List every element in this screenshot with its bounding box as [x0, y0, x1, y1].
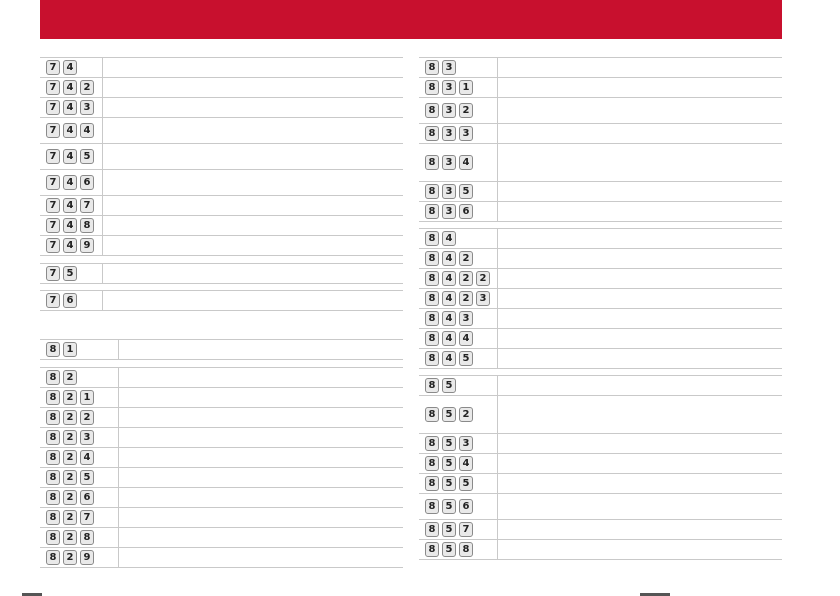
key-icon: 2	[63, 390, 77, 405]
key-icon: 3	[442, 204, 456, 219]
menu-key-sequence	[40, 408, 118, 427]
key-icon: 2	[476, 271, 490, 286]
menu-row-8-2-4[interactable]	[40, 448, 403, 468]
menu-row-description	[102, 236, 403, 255]
menu-row-8-4-2-3[interactable]	[419, 289, 782, 309]
key-icon: 2	[63, 470, 77, 485]
menu-row-8-5-4[interactable]	[419, 454, 782, 474]
key-icon: 2	[63, 490, 77, 505]
key-icon: 3	[442, 184, 456, 199]
right-group	[419, 375, 782, 560]
menu-key-sequence	[419, 229, 497, 248]
menu-row-description	[118, 388, 403, 407]
key-icon: 7	[46, 60, 60, 75]
menu-key-sequence	[419, 309, 497, 328]
key-icon: 4	[63, 198, 77, 213]
menu-key-sequence	[40, 170, 102, 195]
menu-key-sequence	[40, 196, 102, 215]
menu-row-8-2-7[interactable]	[40, 508, 403, 528]
menu-key-sequence	[419, 182, 497, 201]
menu-row-description	[497, 144, 782, 181]
key-icon: 4	[442, 331, 456, 346]
key-icon: 4	[459, 155, 473, 170]
key-icon: 2	[63, 410, 77, 425]
right-group	[419, 228, 782, 369]
key-icon: 5	[459, 476, 473, 491]
key-icon: 6	[459, 499, 473, 514]
key-icon: 8	[46, 430, 60, 445]
key-icon: 8	[46, 470, 60, 485]
menu-row-description	[118, 408, 403, 427]
menu-key-sequence	[40, 144, 102, 169]
key-icon: 4	[442, 351, 456, 366]
key-icon: 2	[63, 450, 77, 465]
menu-key-sequence	[419, 289, 497, 308]
key-icon: 8	[425, 231, 439, 246]
key-icon: 8	[425, 155, 439, 170]
key-icon: 2	[459, 251, 473, 266]
menu-row-description	[497, 229, 782, 248]
left-group	[40, 263, 403, 284]
key-icon: 4	[459, 456, 473, 471]
key-icon: 5	[442, 436, 456, 451]
key-icon: 4	[442, 271, 456, 286]
menu-row-description	[102, 196, 403, 215]
key-icon: 4	[63, 149, 77, 164]
menu-row-8-2[interactable]	[40, 368, 403, 388]
key-icon: 8	[425, 351, 439, 366]
menu-key-sequence	[40, 264, 102, 283]
menu-key-sequence	[40, 98, 102, 117]
menu-row-8-3-1[interactable]	[419, 78, 782, 98]
menu-key-sequence	[40, 236, 102, 255]
menu-row-description	[497, 98, 782, 123]
menu-row-8-2-6[interactable]	[40, 488, 403, 508]
key-icon: 7	[46, 80, 60, 95]
left-group	[40, 290, 403, 311]
key-icon: 8	[425, 126, 439, 141]
menu-row-8-2-3[interactable]	[40, 428, 403, 448]
key-icon: 6	[80, 175, 94, 190]
key-icon: 5	[442, 499, 456, 514]
key-icon: 4	[80, 123, 94, 138]
menu-row-7-4-6[interactable]	[40, 170, 403, 196]
key-icon: 4	[63, 60, 77, 75]
key-icon: 1	[63, 342, 77, 357]
right-menu-column	[419, 57, 782, 560]
key-icon: 4	[63, 80, 77, 95]
menu-row-description	[497, 309, 782, 328]
key-icon: 8	[46, 390, 60, 405]
key-icon: 3	[442, 155, 456, 170]
key-icon: 8	[46, 490, 60, 505]
menu-key-sequence	[419, 202, 497, 221]
key-icon: 5	[442, 456, 456, 471]
key-icon: 5	[80, 470, 94, 485]
menu-key-sequence	[419, 376, 497, 395]
key-icon: 5	[459, 184, 473, 199]
key-icon: 8	[425, 331, 439, 346]
menu-key-sequence	[40, 291, 102, 310]
menu-row-8-2-2[interactable]	[40, 408, 403, 428]
menu-key-sequence	[419, 124, 497, 143]
key-icon: 5	[459, 351, 473, 366]
key-icon: 8	[425, 311, 439, 326]
menu-row-description	[497, 434, 782, 453]
key-icon: 8	[425, 476, 439, 491]
key-icon: 4	[442, 231, 456, 246]
menu-key-sequence	[40, 508, 118, 527]
key-icon: 3	[80, 430, 94, 445]
menu-row-description	[118, 548, 403, 567]
key-icon: 8	[425, 542, 439, 557]
key-icon: 5	[442, 378, 456, 393]
menu-key-sequence	[419, 98, 497, 123]
key-icon: 3	[459, 126, 473, 141]
right-group	[419, 57, 782, 222]
menu-key-sequence	[419, 520, 497, 539]
key-icon: 7	[80, 510, 94, 525]
key-icon: 9	[80, 238, 94, 253]
key-icon: 4	[442, 311, 456, 326]
menu-key-sequence	[419, 58, 497, 77]
menu-row-7-4-2[interactable]	[40, 78, 403, 98]
key-icon: 3	[442, 103, 456, 118]
menu-row-7-4-7[interactable]	[40, 196, 403, 216]
key-icon: 7	[46, 218, 60, 233]
key-icon: 8	[425, 522, 439, 537]
key-icon: 5	[80, 149, 94, 164]
menu-row-description	[497, 494, 782, 519]
menu-row-8-4-5[interactable]	[419, 349, 782, 369]
key-icon: 2	[63, 510, 77, 525]
key-icon: 2	[63, 430, 77, 445]
key-icon: 8	[425, 456, 439, 471]
menu-row-description	[118, 340, 403, 359]
menu-row-8-5-2[interactable]	[419, 396, 782, 434]
key-icon: 8	[425, 271, 439, 286]
menu-key-sequence	[40, 58, 102, 77]
key-icon: 8	[46, 450, 60, 465]
key-icon: 8	[46, 510, 60, 525]
key-icon: 8	[425, 291, 439, 306]
menu-row-7-4-4[interactable]	[40, 118, 403, 144]
menu-row-description	[118, 368, 403, 387]
menu-row-8-4-3[interactable]	[419, 309, 782, 329]
menu-key-sequence	[40, 216, 102, 235]
menu-key-sequence	[40, 428, 118, 447]
menu-row-7-6[interactable]	[40, 291, 403, 311]
key-icon: 9	[80, 550, 94, 565]
menu-row-description	[118, 528, 403, 547]
menu-row-8-3-5[interactable]	[419, 182, 782, 202]
menu-row-description	[102, 144, 403, 169]
key-icon: 4	[63, 175, 77, 190]
key-icon: 4	[442, 251, 456, 266]
key-icon: 5	[442, 522, 456, 537]
key-icon: 2	[459, 291, 473, 306]
key-icon: 2	[63, 550, 77, 565]
menu-row-description	[118, 468, 403, 487]
menu-key-sequence	[40, 548, 118, 567]
menu-row-description	[497, 289, 782, 308]
menu-row-8-3-2[interactable]	[419, 98, 782, 124]
menu-row-description	[497, 454, 782, 473]
key-icon: 2	[63, 370, 77, 385]
menu-row-description	[497, 78, 782, 97]
key-icon: 8	[425, 251, 439, 266]
menu-key-sequence	[419, 349, 497, 368]
key-icon: 3	[459, 311, 473, 326]
key-icon: 7	[46, 293, 60, 308]
key-icon: 3	[459, 436, 473, 451]
menu-row-description	[118, 488, 403, 507]
left-group	[40, 339, 403, 360]
menu-row-description	[102, 291, 403, 310]
key-icon: 4	[63, 100, 77, 115]
menu-key-sequence	[419, 78, 497, 97]
key-icon: 1	[459, 80, 473, 95]
key-icon: 5	[442, 542, 456, 557]
key-icon: 4	[63, 123, 77, 138]
menu-row-description	[118, 508, 403, 527]
key-icon: 5	[63, 266, 77, 281]
key-icon: 2	[459, 103, 473, 118]
key-icon: 8	[46, 410, 60, 425]
menu-row-8-1[interactable]	[40, 340, 403, 360]
menu-row-8-3-3[interactable]	[419, 124, 782, 144]
menu-row-description	[102, 216, 403, 235]
menu-row-description	[497, 540, 782, 559]
key-icon: 3	[80, 100, 94, 115]
menu-key-sequence	[419, 434, 497, 453]
menu-key-sequence	[40, 78, 102, 97]
key-icon: 7	[46, 266, 60, 281]
key-icon: 8	[425, 499, 439, 514]
key-icon: 5	[442, 407, 456, 422]
menu-row-8-5-3[interactable]	[419, 434, 782, 454]
menu-row-8-5-8[interactable]	[419, 540, 782, 560]
key-icon: 7	[46, 123, 60, 138]
menu-row-8-2-9[interactable]	[40, 548, 403, 568]
menu-row-8-4[interactable]	[419, 229, 782, 249]
key-icon: 3	[442, 126, 456, 141]
key-icon: 7	[46, 100, 60, 115]
key-icon: 8	[425, 407, 439, 422]
menu-key-sequence	[40, 448, 118, 467]
menu-row-7-4-5[interactable]	[40, 144, 403, 170]
key-icon: 7	[80, 198, 94, 213]
menu-row-description	[497, 182, 782, 201]
key-icon: 8	[80, 218, 94, 233]
menu-row-description	[497, 396, 782, 433]
menu-key-sequence	[419, 144, 497, 181]
key-icon: 8	[425, 60, 439, 75]
menu-row-8-2-5[interactable]	[40, 468, 403, 488]
menu-key-sequence	[419, 329, 497, 348]
menu-row-7-4-3[interactable]	[40, 98, 403, 118]
key-icon: 7	[459, 522, 473, 537]
header-banner	[40, 0, 782, 39]
menu-row-7-4-8[interactable]	[40, 216, 403, 236]
key-icon: 7	[46, 198, 60, 213]
key-icon: 8	[425, 436, 439, 451]
key-icon: 8	[46, 550, 60, 565]
menu-row-8-4-2[interactable]	[419, 249, 782, 269]
key-icon: 8	[46, 530, 60, 545]
menu-row-8-3-6[interactable]	[419, 202, 782, 222]
menu-key-sequence	[419, 494, 497, 519]
key-icon: 3	[476, 291, 490, 306]
menu-row-description	[118, 448, 403, 467]
menu-row-description	[497, 349, 782, 368]
menu-row-description	[497, 269, 782, 288]
menu-row-description	[497, 376, 782, 395]
key-icon: 8	[46, 342, 60, 357]
key-icon: 2	[459, 271, 473, 286]
menu-row-7-5[interactable]	[40, 264, 403, 284]
menu-key-sequence	[40, 528, 118, 547]
menu-row-8-3[interactable]	[419, 58, 782, 78]
menu-key-sequence	[419, 249, 497, 268]
menu-row-7-4[interactable]	[40, 58, 403, 78]
left-group	[40, 367, 403, 568]
menu-key-sequence	[419, 269, 497, 288]
menu-row-description	[497, 474, 782, 493]
menu-row-8-2-1[interactable]	[40, 388, 403, 408]
key-icon: 1	[80, 390, 94, 405]
menu-row-description	[102, 98, 403, 117]
key-icon: 4	[63, 238, 77, 253]
menu-row-description	[497, 249, 782, 268]
key-icon: 2	[459, 407, 473, 422]
menu-row-description	[102, 264, 403, 283]
menu-key-sequence	[40, 388, 118, 407]
key-icon: 3	[442, 60, 456, 75]
menu-row-8-5-6[interactable]	[419, 494, 782, 520]
menu-row-8-4-2-2[interactable]	[419, 269, 782, 289]
menu-row-description	[497, 520, 782, 539]
menu-row-8-4-4[interactable]	[419, 329, 782, 349]
menu-row-8-5[interactable]	[419, 376, 782, 396]
key-icon: 5	[442, 476, 456, 491]
menu-key-sequence	[40, 118, 102, 143]
key-icon: 2	[63, 530, 77, 545]
key-icon: 4	[63, 218, 77, 233]
key-icon: 7	[46, 238, 60, 253]
key-icon: 4	[442, 291, 456, 306]
menu-key-sequence	[419, 396, 497, 433]
menu-key-sequence	[419, 540, 497, 559]
left-menu-column	[40, 57, 403, 568]
menu-key-sequence	[40, 488, 118, 507]
menu-key-sequence	[40, 368, 118, 387]
menu-row-description	[118, 428, 403, 447]
menu-row-description	[102, 78, 403, 97]
left-group	[40, 57, 403, 256]
key-icon: 8	[459, 542, 473, 557]
menu-key-sequence	[40, 340, 118, 359]
key-icon: 6	[80, 490, 94, 505]
menu-key-sequence	[40, 468, 118, 487]
key-icon: 4	[459, 331, 473, 346]
menu-row-8-2-8[interactable]	[40, 528, 403, 548]
menu-key-sequence	[419, 454, 497, 473]
menu-row-description	[497, 329, 782, 348]
key-icon: 8	[80, 530, 94, 545]
key-icon: 8	[425, 378, 439, 393]
menu-row-description	[497, 58, 782, 77]
key-icon: 3	[442, 80, 456, 95]
menu-row-description	[102, 170, 403, 195]
key-icon: 8	[425, 184, 439, 199]
key-icon: 8	[46, 370, 60, 385]
key-icon: 8	[425, 80, 439, 95]
menu-row-8-3-4[interactable]	[419, 144, 782, 182]
menu-row-description	[102, 58, 403, 77]
menu-row-8-5-5[interactable]	[419, 474, 782, 494]
key-icon: 7	[46, 149, 60, 164]
menu-row-7-4-9[interactable]	[40, 236, 403, 256]
key-icon: 2	[80, 80, 94, 95]
menu-row-description	[497, 202, 782, 221]
key-icon: 8	[425, 204, 439, 219]
key-icon: 4	[80, 450, 94, 465]
menu-row-description	[102, 118, 403, 143]
key-icon: 6	[459, 204, 473, 219]
menu-key-sequence	[419, 474, 497, 493]
key-icon: 7	[46, 175, 60, 190]
key-icon: 6	[63, 293, 77, 308]
menu-row-description	[497, 124, 782, 143]
key-icon: 2	[80, 410, 94, 425]
key-icon: 8	[425, 103, 439, 118]
menu-row-8-5-7[interactable]	[419, 520, 782, 540]
